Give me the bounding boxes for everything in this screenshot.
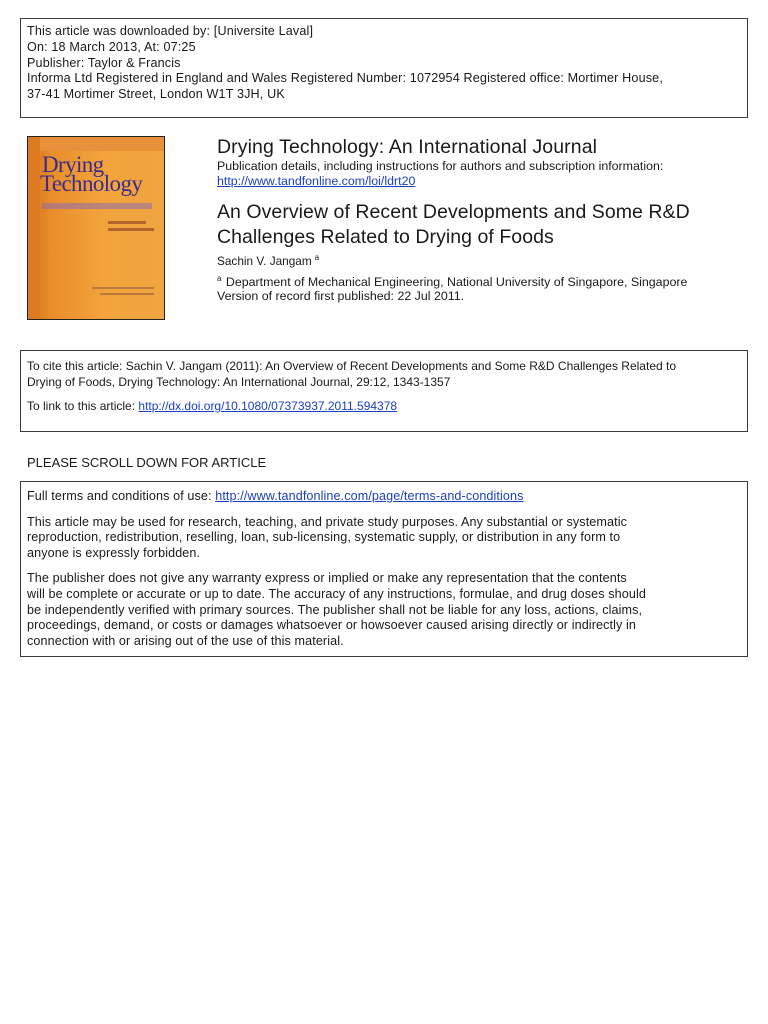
cover-title-line: Technology <box>40 171 143 196</box>
terms-line: proceedings, demand, or costs or damages whatsoever or howsoever caused arising directly or indirectly in <box>27 618 636 633</box>
affiliation-marker: a <box>217 274 222 283</box>
cover-decor <box>100 293 154 295</box>
download-notice-line: This article was downloaded by: [Universite Laval] <box>27 24 314 38</box>
article-link-line <box>27 398 741 414</box>
article-link-label: To link to this article: <box>27 399 136 413</box>
author-name: Sachin V. Jangam <box>217 254 312 268</box>
article-title-line: Challenges Related to Drying of Foods <box>217 225 554 248</box>
download-notice-line: 37-41 Mortimer Street, London W1T 3JH, UK <box>27 87 285 102</box>
cover-top-band <box>28 137 164 151</box>
cover-decor <box>108 228 154 231</box>
publication-details: Publication details, including instructions for authors and subscription information: <box>217 159 664 173</box>
cover-band <box>42 203 152 209</box>
terms-line: reproduction, redistribution, reselling, loan, sub-licensing, systematic supply, or distribution in any form to <box>27 530 621 545</box>
version-of-record: Version of record first published: 22 Jul 2011. <box>217 289 465 303</box>
citation-box <box>20 350 748 432</box>
cover-side-stripe <box>28 137 40 319</box>
cover-title-line: Drying <box>42 152 104 177</box>
citation-line: Drying of Foods, Drying Technology: An International Journal, 29:12, 1343-1357 <box>27 375 451 389</box>
journal-title: Drying Technology: An International Journal <box>217 136 598 158</box>
terms-line: The publisher does not give any warranty express or implied or make any representation that the contents <box>27 571 627 586</box>
cover-title <box>40 152 143 196</box>
terms-paragraph-usage <box>27 515 741 562</box>
article-doi-link[interactable]: http://dx.doi.org/10.1080/07373937.2011.594378 <box>138 399 398 413</box>
terms-box <box>20 481 748 657</box>
download-notice-line: On: 18 March 2013, At: 07:25 <box>27 39 196 54</box>
article-title <box>217 200 690 249</box>
download-notice-line: Publisher: Taylor & Francis <box>27 55 181 70</box>
author <box>217 250 319 269</box>
terms-line: connection with or arising out of the use of this material. <box>27 633 344 648</box>
download-notice-line: Informa Ltd Registered in England and Wales Registered Number: 1072954 Registered office: Mortimer House, <box>27 71 663 86</box>
author-affiliation-marker: a <box>314 253 320 262</box>
journal-cover-image <box>27 136 165 320</box>
journal-url-link[interactable]: http://www.tandfonline.com/loi/ldrt20 <box>217 174 416 188</box>
citation-line: To cite this article: Sachin V. Jangam (2011): An Overview of Recent Developments and Some R&D Challenges Related to <box>27 359 677 373</box>
terms-line: will be complete or accurate or up to date. The accuracy of any instructions, formulae, and drug doses should <box>27 586 646 601</box>
terms-link[interactable]: http://www.tandfonline.com/page/terms-and-conditions <box>215 489 524 503</box>
article-title-line: An Overview of Recent Developments and Some R&D <box>217 201 690 223</box>
terms-line: anyone is expressly forbidden. <box>27 545 201 560</box>
scroll-notice: PLEASE SCROLL DOWN FOR ARTICLE <box>27 455 267 470</box>
terms-line: be independently verified with primary sources. The publisher shall not be liable for any loss, actions, claims, <box>27 602 643 617</box>
terms-label: Full terms and conditions of use: <box>27 489 212 503</box>
affiliation-text: Department of Mechanical Engineering, National University of Singapore, Singapore <box>225 275 688 289</box>
journal-header <box>27 136 727 326</box>
download-notice-box <box>20 18 748 118</box>
terms-line: This article may be used for research, teaching, and private study purposes. Any substantial or systematic <box>27 514 627 529</box>
terms-paragraph-disclaimer <box>27 571 741 649</box>
cover-decor <box>108 221 146 224</box>
cover-decor <box>92 287 154 289</box>
terms-link-line <box>27 489 741 505</box>
